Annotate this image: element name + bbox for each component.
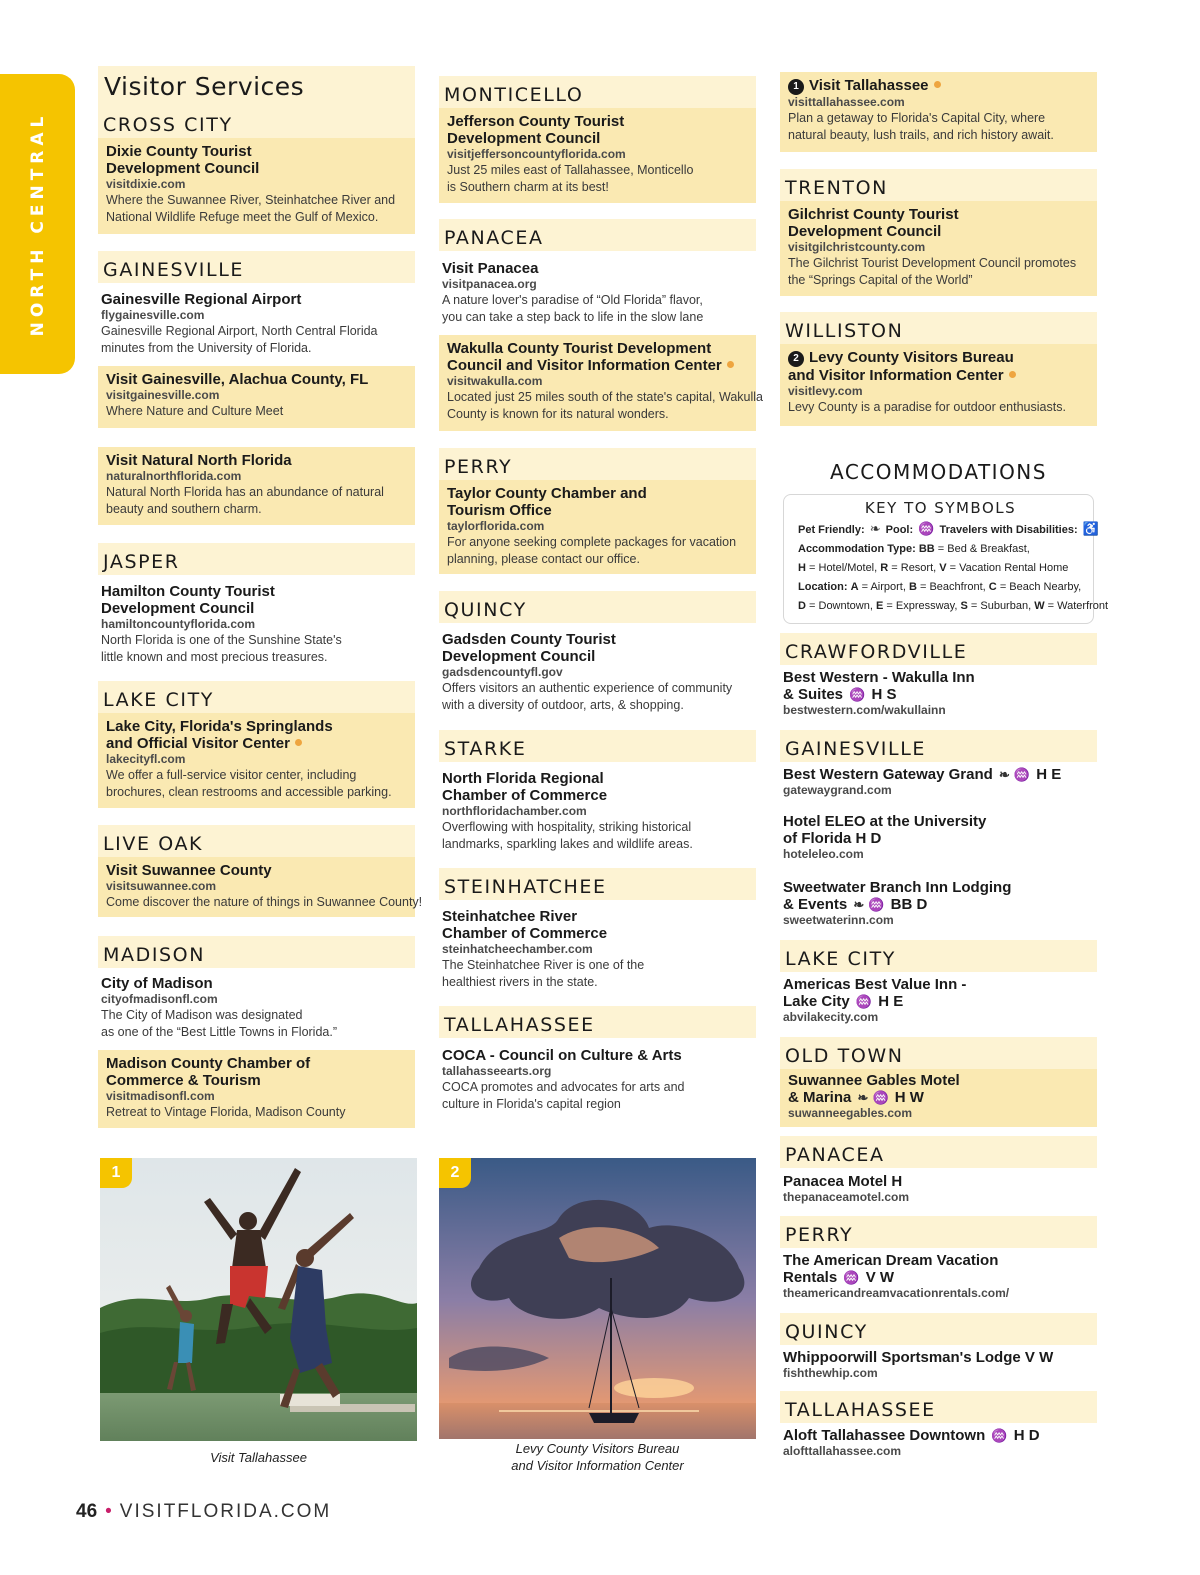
pool-icon: ♒ [855,994,873,1009]
listing-name: COCA - Council on Culture & Arts [442,1047,682,1064]
listing-url[interactable]: northfloridachamber.com [442,804,587,818]
listing-url[interactable]: cityofmadisonfl.com [101,992,218,1006]
key-text: = Suburban, [970,600,1032,612]
key-text: = Airport, [861,581,906,593]
lodging-url[interactable]: theamericandreamvacationrentals.com/ [783,1286,1010,1300]
listing-description: Located just 25 miles south of the state's capital, Wakulla [447,390,763,404]
listing-name: Gainesville Regional Airport [101,291,302,308]
listing-name: Chamber of Commerce [442,787,608,804]
lodging-name: Best Western Gateway Grand [783,766,993,783]
listing-entry [98,857,423,917]
key-code: V [939,562,947,574]
city-heading: GAINESVILLE [785,738,926,760]
listing-entry [98,138,415,234]
listing-name: Visit Tallahassee [809,77,929,94]
key-code: E [875,600,884,612]
lodging-entry [780,1069,1097,1127]
listing-description: planning, please contact our office. [447,552,640,566]
lodging-url[interactable]: hoteleleo.com [783,847,864,861]
listing-entry [98,286,415,364]
lodging-url[interactable]: gatewaygrand.com [783,783,892,797]
listing-description: natural beauty, lush trails, and rich history await. [788,128,1054,142]
lodging-name: Panacea Motel [783,1173,888,1190]
city-heading: LAKE CITY [103,689,215,711]
lodging-entry [780,1344,1097,1386]
listing-name: North Florida Regional [442,770,604,787]
listing-description: you can take a step back to life in the slow lane [442,310,704,324]
city-heading: GAINESVILLE [103,259,244,281]
listing-name: Chamber of Commerce [442,925,608,942]
listing-entry [439,480,756,574]
listing-description: Offers visitors an authentic experience of community [442,681,733,695]
photo-jumping-into-water [100,1158,417,1475]
pool-icon: ♒ [1013,767,1031,782]
listing-name: Development Council [106,160,260,177]
city-heading: LAKE CITY [785,948,897,970]
listing-description: as one of the “Best Little Towns in Florida.” [101,1025,337,1039]
pet-friendly-icon: ❧ [853,897,865,912]
key-label: Accommodation Type: [798,543,916,555]
listing-name: Steinhatchee River [442,908,578,925]
listing-description: little known and most precious treasures. [101,650,328,664]
lodging-name: Hotel ELEO at the University [783,813,987,830]
lodging-entry [780,1168,1097,1210]
listing-name: and Official Visitor Center [106,735,290,752]
lodging-codes: H [891,1173,903,1190]
key-code: W [1034,600,1045,612]
footer-site-link[interactable]: VISITFLORIDA.COM [119,1501,332,1522]
city-heading: OLD TOWN [785,1045,904,1067]
listing-description: brochures, clean restrooms and accessible parking. [106,785,392,799]
photo-caption [439,1439,756,1475]
listing-name: Development Council [788,223,942,240]
listing-entry [98,447,415,525]
city-heading: WILLISTON [785,320,904,342]
wheelchair-icon: ♿ [1082,521,1099,536]
listing-url[interactable]: visitsuwannee.com [106,879,217,893]
listing-name: Development Council [101,600,255,617]
city-heading: TALLAHASSEE [785,1399,936,1421]
listing-description: landmarks, sparkling lakes and wildlife areas. [442,837,693,851]
city-heading: TRENTON [785,177,888,199]
listing-description: Levy County is a paradise for outdoor enthusiasts. [788,400,1066,414]
pet-friendly-icon: ❧ [857,1090,869,1105]
lodging-codes: H D [1013,1427,1040,1444]
city-heading: CRAWFORDVILLE [785,641,968,663]
listing-name: Council and Visitor Information Center [447,357,722,374]
listing-description: For anyone seeking complete packages for vacation [447,535,737,549]
lodging-name: Best Western - Wakulla Inn [783,669,975,686]
page-number: 46 [76,1501,98,1522]
lodging-url[interactable]: alofttallahassee.com [783,1444,902,1458]
key-code: D [798,600,806,612]
lodging-codes: H W [894,1089,924,1106]
listing-url[interactable]: steinhatcheechamber.com [442,942,593,956]
listing-description: Where Nature and Culture Meet [106,404,284,418]
listing-name: Visit Panacea [442,260,539,277]
listing-description: National Wildlife Refuge meet the Gulf of Mexico. [106,210,379,224]
listing-description: beauty and southern charm. [106,502,262,516]
city-heading: STARKE [444,738,527,760]
key-text: = Vacation Rental Home [949,562,1069,574]
city-heading: QUINCY [785,1321,868,1343]
listing-entry [98,578,415,670]
listing-entry [98,1050,415,1128]
listing-name: City of Madison [101,975,213,992]
listing-url[interactable]: hamiltoncountyflorida.com [101,617,256,631]
listing-url[interactable]: visitgilchristcounty.com [788,240,926,254]
listing-description: Come discover the nature of things in Suwannee County! [106,895,423,909]
listing-description: is Southern charm at its best! [447,180,609,194]
listing-description: Plan a getaway to Florida's Capital City, where [788,111,1046,125]
lodging-name: Aloft Tallahassee Downtown [783,1427,986,1444]
listing-url[interactable]: visitlevy.com [788,384,863,398]
listing-name: Development Council [442,648,596,665]
listing-name: Hamilton County Tourist [101,583,275,600]
listing-description: Just 25 miles east of Tallahassee, Monticello [447,163,694,177]
pool-icon: ♒ [843,1270,860,1285]
listing-description: the “Springs Capital of the World” [788,273,973,287]
key-code: BB [918,543,935,555]
key-text: = Beach Nearby, [999,581,1082,593]
pet-friendly-icon: ❧ [998,767,1010,782]
key-text: = Beachfront, [919,581,986,593]
listing-entry [439,765,756,857]
listing-url[interactable]: gadsdencountyfl.gov [442,665,563,679]
lodging-name: of Florida [783,830,852,847]
pool-icon: ♒ [872,1090,889,1105]
listing-name: Taylor County Chamber and [447,485,647,502]
listing-name: Development Council [447,130,601,147]
listing-description: The Gilchrist Tourist Development Council promotes [788,256,1077,270]
listing-url[interactable]: naturalnorthflorida.com [106,469,242,483]
listing-entry [439,255,756,333]
listing-name: and Visitor Information Center [788,367,1004,384]
listing-url[interactable]: visitwakulla.com [447,374,543,388]
lodging-name: & Suites [783,686,844,703]
partner-dot-icon [934,81,941,88]
listing-url[interactable]: visitgainesville.com [106,388,220,402]
lodging-codes: H S [871,686,897,703]
listing-description: Overflowing with hospitality, striking historical [442,820,692,834]
listing-entry [439,335,763,431]
listing-name: Jefferson County Tourist [447,113,625,130]
listing-name: Visit Natural North Florida [106,452,292,469]
listing-url[interactable]: lakecityfl.com [106,752,186,766]
listing-url[interactable]: tallahasseearts.org [442,1064,552,1078]
pet-friendly-icon: ❧ [869,521,881,536]
listing-entry [780,72,1097,152]
listing-entry [439,108,756,203]
key-text: = Downtown, [809,600,873,612]
lodging-name: & Events [783,896,848,913]
footer-bullet-icon: • [105,1501,112,1522]
listing-name: Lake City, Florida's Springlands [106,718,333,735]
lodging-entry [780,971,1097,1033]
listing-description: County is known for its natural wonders. [447,407,669,421]
lodging-codes: V W [1024,1349,1054,1366]
listing-description: culture in Florida's capital region [442,1097,621,1111]
city-heading: QUINCY [444,599,527,621]
key-text: = Expressway, [886,600,958,612]
listing-description: Where the Suwannee River, Steinhatchee River and [106,193,396,207]
lodging-url[interactable]: abvilakecity.com [783,1010,879,1024]
city-heading: LIVE OAK [103,833,204,855]
listing-url[interactable]: visitmadisonfl.com [106,1089,215,1103]
city-heading: MADISON [103,944,206,966]
listing-name: Wakulla County Tourist Development [447,340,712,357]
key-label: Pool: [885,524,914,536]
lodging-name: & Marina [788,1089,852,1106]
photo-sunset-sailboat [439,1158,756,1475]
visitor-services-header [98,66,415,138]
lodging-entry [780,761,1097,803]
photo-illustration [439,1158,756,1475]
pool-icon: ♒ [868,897,885,912]
lodging-entry [780,664,1097,726]
lodging-url[interactable]: bestwestern.com/wakullainn [783,703,946,717]
lodging-url[interactable]: thepanaceamotel.com [783,1190,910,1204]
lodging-entry [780,874,1097,934]
listing-entry [780,201,1097,296]
city-heading: STEINHATCHEE [444,876,607,898]
listing-name: Gilchrist County Tourist [788,206,959,223]
key-label: Location: [798,581,848,593]
lodging-url[interactable]: fishthewhip.com [783,1366,878,1380]
city-heading: PANACEA [444,227,544,249]
listing-entry [98,366,415,428]
listing-entry [439,903,756,995]
listing-url[interactable]: visittallahassee.com [788,95,905,109]
listing-name: Visit Gainesville, Alachua County, FL [106,371,369,388]
lodging-codes: BB D [890,896,928,913]
key-text: = Resort, [891,562,937,574]
listing-entry [98,970,415,1048]
pool-icon: ♒ [918,521,935,536]
partner-dot-icon [295,739,302,746]
key-title: KEY TO SYMBOLS [864,499,1017,517]
lodging-entry [780,808,1097,868]
listing-description: healthiest rivers in the state. [442,975,598,989]
photo-illustration [100,1158,417,1475]
symbol-key-box [783,494,1109,624]
key-text: = Bed & Breakfast, [937,543,1030,555]
lodging-codes: H D [855,830,882,847]
listing-url[interactable]: flygainesville.com [101,308,205,322]
map-number-badge: 2 [788,351,804,367]
city-heading: JASPER [103,551,180,573]
listing-description: We offer a full-service visitor center, including [106,768,357,782]
lodging-url[interactable]: sweetwaterinn.com [783,913,894,927]
key-code: C [988,581,997,593]
city-heading: CROSS CITY [103,114,233,136]
listing-entry [98,713,415,808]
map-number-badge: 1 [788,79,804,95]
listing-description: minutes from the University of Florida. [101,341,312,355]
listing-name: Madison County Chamber of [106,1055,311,1072]
listing-url[interactable]: visitdixie.com [106,177,186,191]
key-code: H [798,562,806,574]
page-footer [76,1501,331,1523]
lodging-name: Lake City [783,993,850,1010]
photo-caption-line: Levy County Visitors Bureau [515,1441,680,1456]
listing-name: Dixie County Tourist [106,143,252,160]
city-heading: TALLAHASSEE [444,1014,595,1036]
listing-description: Retreat to Vintage Florida, Madison County [106,1105,346,1119]
lodging-name: Suwannee Gables Motel [788,1072,960,1089]
pool-icon: ♒ [991,1428,1008,1443]
partner-dot-icon [1009,371,1016,378]
section-tab-label: NORTH CENTRAL [27,111,48,337]
lodging-name: The American Dream Vacation [783,1252,999,1269]
city-heading: PANACEA [785,1144,885,1166]
key-code: R [880,562,889,574]
key-label: Travelers with Disabilities: [939,524,1078,536]
photo-caption: Visit Tallahassee [100,1441,417,1475]
listing-description: Gainesville Regional Airport, North Central Florida [101,324,378,338]
listing-entry [780,344,1097,426]
listing-name: Gadsden County Tourist [442,631,616,648]
listing-url[interactable]: visitjeffersoncountyflorida.com [447,147,626,161]
listing-description: The City of Madison was designated [101,1008,303,1022]
section-tab [0,74,75,374]
lodging-name: Americas Best Value Inn - [783,976,967,993]
listing-entry [439,1042,756,1120]
listing-description: North Florida is one of the Sunshine State's [101,633,342,647]
photo-caption-line: and Visitor Information Center [511,1458,684,1473]
listing-description: A nature lover's paradise of “Old Florida” flavor, [442,293,703,307]
listing-name: Levy County Visitors Bureau [809,349,1014,366]
key-code: B [908,581,917,593]
listing-description: with a diversity of outdoor, arts, & shopping. [442,698,684,712]
city-heading: MONTICELLO [444,84,584,106]
listing-name: Visit Suwannee County [106,862,272,879]
accommodations-title: ACCOMMODATIONS [830,460,1047,484]
lodging-name: Whippoorwill Sportsman's Lodge [783,1349,1021,1366]
partner-dot-icon [727,361,734,368]
lodging-name: Rentals [783,1269,838,1286]
listing-name: Tourism Office [447,502,552,519]
key-code: S [960,600,968,612]
key-text: = Hotel/Motel, [809,562,878,574]
listing-description: COCA promotes and advocates for arts and [442,1080,685,1094]
lodging-entry [780,1247,1097,1309]
lodging-name: Sweetwater Branch Inn Lodging [783,879,1012,896]
key-code: A [850,581,859,593]
lodging-entry [780,1422,1097,1464]
lodging-codes: H E [1036,766,1062,783]
city-heading: PERRY [444,456,513,478]
lodging-url[interactable]: suwanneegables.com [788,1106,913,1120]
listing-description: Natural North Florida has an abundance of natural [106,485,384,499]
page-title: Visitor Services [104,72,305,101]
key-label: Pet Friendly: [798,524,865,536]
city-heading: PERRY [785,1224,854,1246]
key-text: = Waterfront [1047,600,1109,612]
listing-url[interactable]: visitpanacea.org [442,277,537,291]
listing-entry [439,626,756,718]
lodging-codes: H E [878,993,904,1010]
listing-url[interactable]: taylorflorida.com [447,519,545,533]
listing-name: Commerce & Tourism [106,1072,261,1089]
lodging-codes: V W [865,1269,895,1286]
photo-number-badge: 2 [439,1158,471,1188]
photo-number-badge: 1 [100,1158,132,1188]
pool-icon: ♒ [849,687,866,702]
listing-description: The Steinhatchee River is one of the [442,958,645,972]
